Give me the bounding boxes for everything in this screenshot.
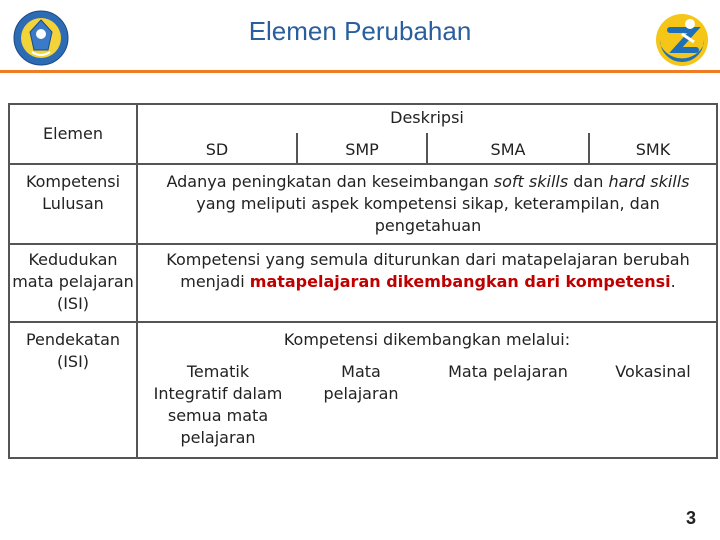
level-header-smp: SMP xyxy=(345,140,379,159)
column-header-elemen: Elemen xyxy=(43,124,103,143)
kemendikbud-emblem-icon xyxy=(12,10,70,66)
table-border-bottom xyxy=(8,457,718,459)
table-border-left xyxy=(8,103,10,459)
change-elements-table xyxy=(8,103,718,459)
level-header-sd: SD xyxy=(205,140,229,159)
table-border-top xyxy=(8,103,718,105)
row-desc-kompetensi-lulusan: Adanya peningkatan dan keseimbangan soft skills dan hard skills yang meliputi aspek kompetensi sikap, keterampilan, dan pengetahuan xyxy=(166,172,690,235)
level-header-sma: SMA xyxy=(490,140,526,159)
row-divider xyxy=(8,163,718,165)
row-label-kedudukan: Kedudukan mata pelajaran (ISI) xyxy=(12,250,134,313)
pendekatan-sd: Tematik Integratif dalam semua mata pelajaran xyxy=(153,362,283,447)
row-label-kompetensi-lulusan: Kompetensi Lulusan xyxy=(25,172,121,213)
kurikulum-2013-logo-icon xyxy=(652,10,712,70)
highlight-text: matapelajaran dikembangkan dari kompetensi xyxy=(249,272,671,291)
row-divider xyxy=(8,321,718,323)
table-border-right xyxy=(716,103,718,459)
header-rule xyxy=(0,70,720,73)
pendekatan-smp: Mata pelajaran xyxy=(323,362,399,403)
level-header-smk: SMK xyxy=(635,140,671,159)
column-header-deskripsi: Deskripsi xyxy=(390,108,464,127)
row-label-pendekatan: Pendekatan (ISI) xyxy=(25,330,121,371)
page-number: 3 xyxy=(686,508,697,528)
row-heading-pendekatan: Kompetensi dikembangkan melalui: xyxy=(283,330,571,349)
row-divider xyxy=(8,243,718,245)
pendekatan-smk: Vokasinal xyxy=(615,362,691,381)
row-desc-kedudukan: Kompetensi yang semula diturunkan dari matapelajaran berubah menjadi matapelajaran dikembangkan dari kompetensi. xyxy=(166,250,690,291)
pendekatan-sma: Mata pelajaran xyxy=(448,362,568,381)
page-title: Elemen Perubahan xyxy=(248,16,472,46)
